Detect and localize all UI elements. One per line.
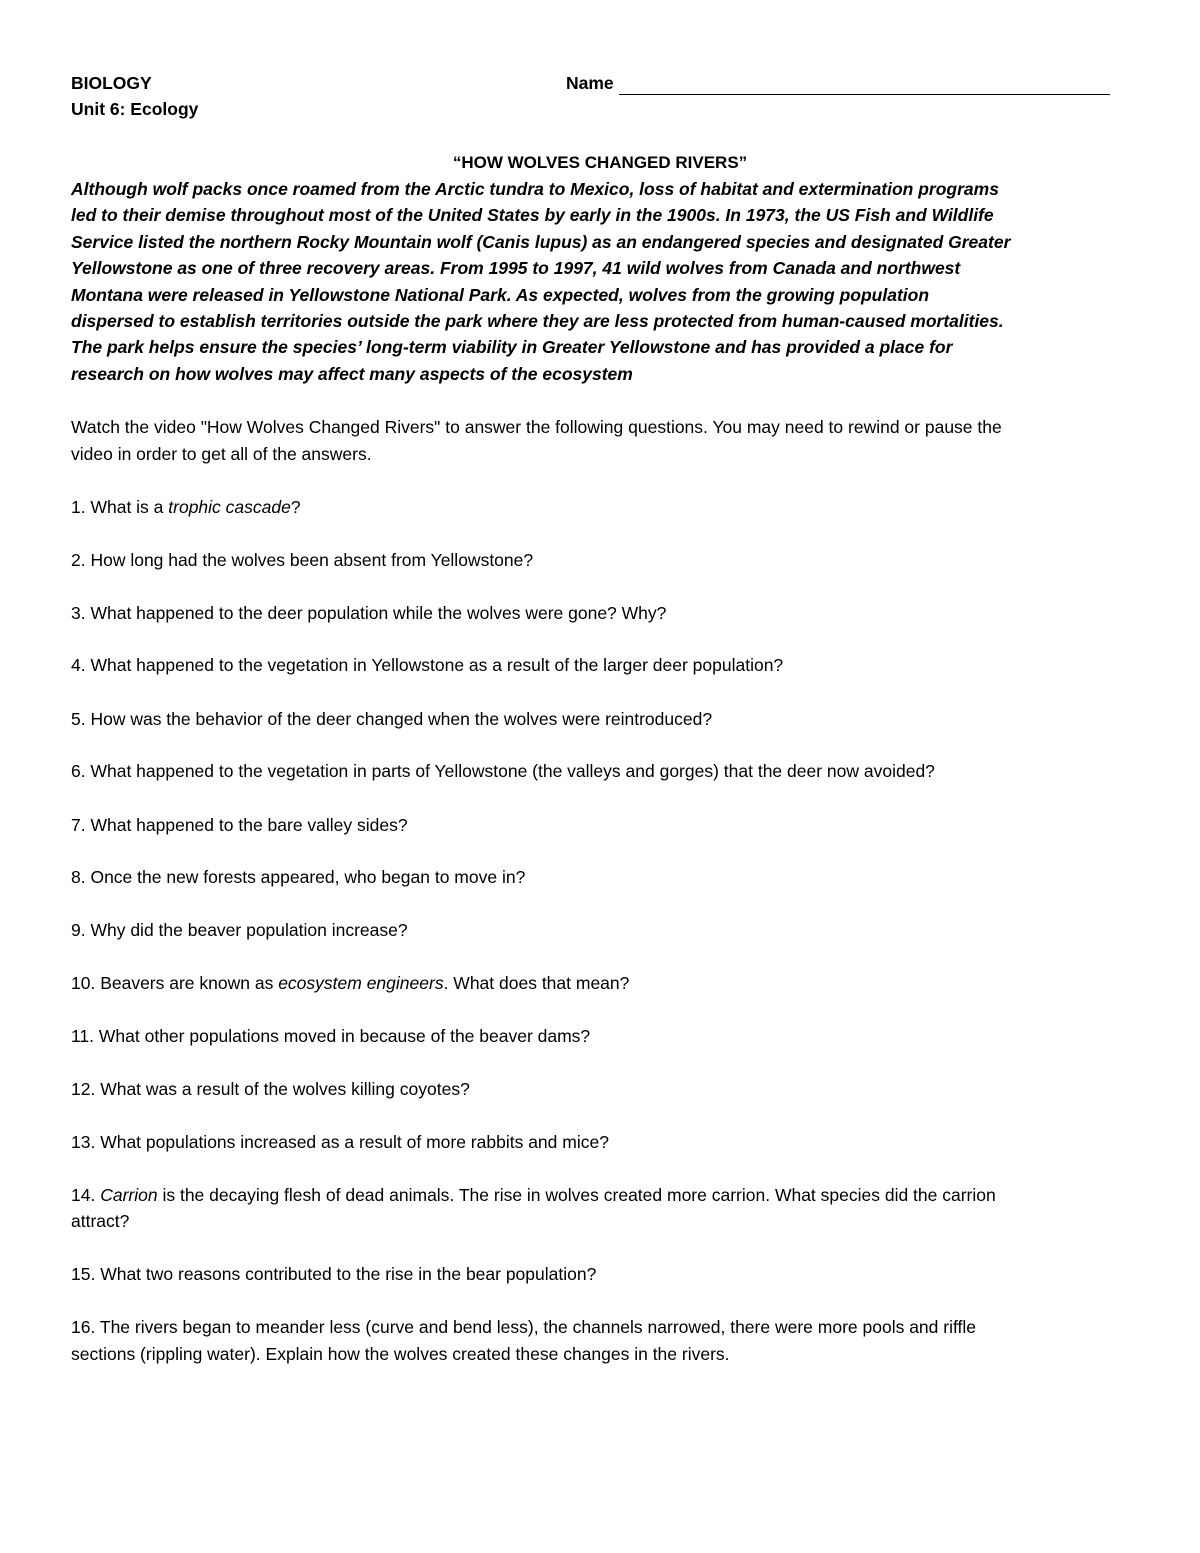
question-14-continued: attract? — [71, 1211, 130, 1231]
instructions-line: Watch the video "How Wolves Changed Rivers" to answer the following questions. You may need to rewind or pause the — [71, 417, 1002, 437]
intro-paragraph — [71, 176, 1141, 387]
question-9: 9. Why did the beaver population increase? — [71, 920, 408, 940]
question-text: 14. — [71, 1185, 101, 1205]
question-12: 12. What was a result of the wolves killing coyotes? — [71, 1079, 470, 1099]
subject-heading: BIOLOGY — [71, 73, 152, 93]
question-5: 5. How was the behavior of the deer changed when the wolves were reintroduced? — [71, 709, 713, 729]
name-label: Name — [566, 73, 614, 93]
emphasized-term: trophic cascade — [168, 497, 291, 517]
instructions-paragraph — [71, 414, 1002, 467]
question-16-continued: sections (rippling water). Explain how the wolves created these changes in the rivers. — [71, 1344, 730, 1364]
intro-line: Although wolf packs once roamed from the Arctic tundra to Mexico, loss of habitat and extermination programs — [71, 179, 999, 199]
question-4: 4. What happened to the vegetation in Yellowstone as a result of the larger deer population? — [71, 655, 784, 675]
question-text: ? — [290, 497, 301, 517]
intro-line: The park helps ensure the species’ long-term viability in Greater Yellowstone and has provided a place for — [71, 337, 953, 358]
emphasized-term: Carrion — [100, 1185, 158, 1205]
question-15: 15. What two reasons contributed to the rise in the bear population? — [71, 1264, 597, 1284]
question-text: . What does that mean? — [443, 973, 630, 993]
question-1 — [71, 494, 301, 521]
intro-line: Montana were released in Yellowstone National Park. As expected, wolves from the growing population — [71, 284, 930, 305]
question-3: 3. What happened to the deer population while the wolves were gone? Why? — [71, 603, 667, 623]
unit-heading: Unit 6: Ecology — [71, 99, 199, 119]
question-11: 11. What other populations moved in because of the beaver dams? — [71, 1026, 591, 1046]
instructions-line: video in order to get all of the answers. — [71, 443, 372, 464]
question-8: 8. Once the new forests appeared, who began to move in? — [71, 867, 526, 887]
question-16: 16. The rivers began to meander less (curve and bend less), the channels narrowed, there were more pools and riffle — [71, 1317, 976, 1337]
intro-line: research on how wolves may affect many aspects of the ecosystem — [71, 363, 633, 384]
question-14 — [71, 1182, 996, 1209]
intro-line: Service listed the northern Rocky Mountain wolf (Canis lupus) as an endangered species and designated Greater — [71, 231, 1011, 252]
intro-line: led to their demise throughout most of the United States by early in the 1900s. In 1973, the US Fish and Wildlife — [71, 205, 994, 226]
question-6: 6. What happened to the vegetation in parts of Yellowstone (the valleys and gorges) that the deer now avoided? — [71, 761, 935, 781]
question-text: 10. Beavers are known as — [71, 973, 279, 993]
question-text: 1. What is a — [71, 497, 169, 517]
intro-line: dispersed to establish territories outside the park where they are less protected from human-caused mortalities. — [71, 311, 1004, 332]
intro-line: Yellowstone as one of three recovery areas. From 1995 to 1997, 41 wild wolves from Canada and northwest — [71, 258, 961, 279]
page-title: “HOW WOLVES CHANGED RIVERS” — [452, 153, 748, 172]
name-field[interactable] — [619, 94, 1110, 95]
question-7: 7. What happened to the bare valley sides? — [71, 815, 408, 835]
question-2: 2. How long had the wolves been absent from Yellowstone? — [71, 550, 534, 570]
question-13: 13. What populations increased as a result of more rabbits and mice? — [71, 1132, 609, 1152]
emphasized-term: ecosystem engineers — [278, 973, 444, 993]
question-text: is the decaying flesh of dead animals. The rise in wolves created more carrion. What species did the carrion — [157, 1185, 996, 1205]
question-10 — [71, 970, 629, 997]
